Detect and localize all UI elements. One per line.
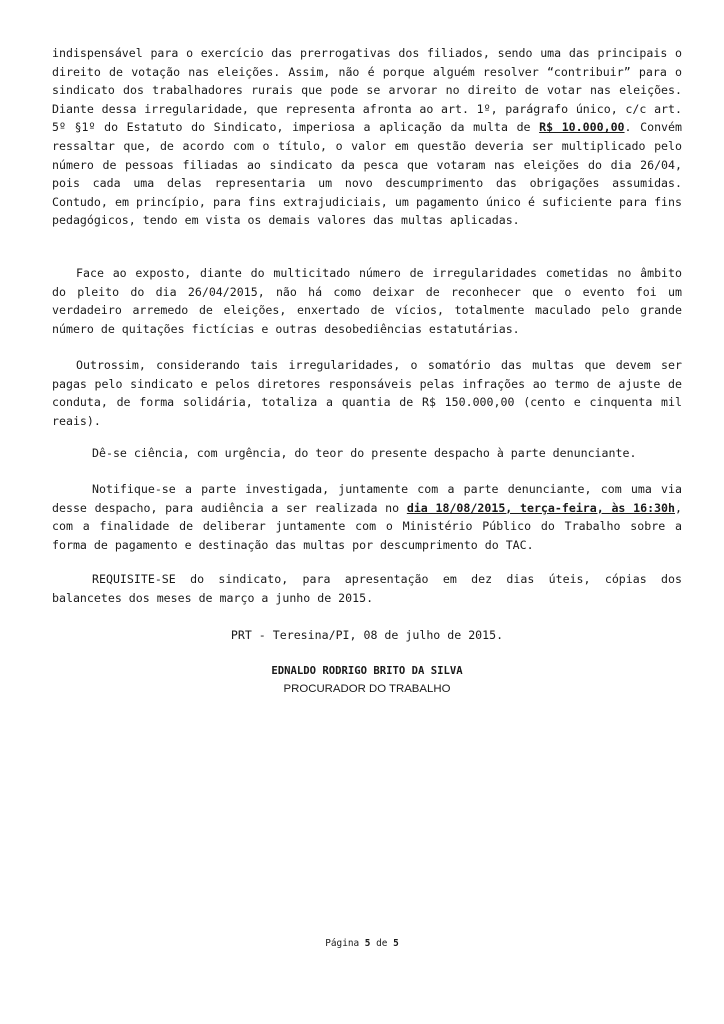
paragraph-conclusion: Face ao exposto, diante do multicitado número de irregularidades cometidas no âmbito do pleito do dia 26/04/2015, não há como deixar de reconhecer que o evento foi um verdadeiro arremedo de eleições, enxertado de vícios, totalmente maculado pelo grande número de quitações fictícias e outras desobediências estatutárias. (52, 266, 682, 336)
paragraph-notice: Dê-se ciência, com urgência, do teor do presente despacho à parte denunciante. (92, 446, 637, 460)
page-footer (0, 938, 724, 949)
paragraph-hearing (52, 480, 682, 554)
paragraph-text: . Convém ressaltar que, de acordo com o título, o valor em questão deveria ser multiplicado pelo número de pessoas filiadas ao sindicato da pesca que votaram nas eleições do dia 26/04, pois cada uma delas representaria um novo descumprimento das obrigações assumidas. Contudo, em princípio, para fins extrajudiciais, um pagamento único é suficiente para fins pedagógicos, tendo em vista os demais valores das multas aplicadas. (52, 120, 682, 228)
hearing-date: dia 18/08/2015, terça-feira, às 16:30h (406, 500, 676, 515)
paragraph-text: Notifique-se a parte investigada, juntamente com a parte denunciante, com uma via desse despacho, para audiência a ser realizada no (52, 482, 682, 515)
page-total: 5 (393, 938, 399, 949)
paragraph-total-fines: Outrossim, considerando tais irregularidades, o somatório das multas que devem ser pagas pelo sindicato e pelos diretores responsáveis pelas infrações ao termo de ajuste de conduta, de forma solidária, totaliza a quantia de R$ 150.000,00 (cento e cinquenta mil reais). (52, 358, 682, 428)
fine-amount: R$ 10.000,00 (539, 120, 625, 135)
paragraph-text: , com a finalidade de deliberar juntamente com o Ministério Público do Trabalho sobre a forma de pagamento e destinação das multas por descumprimento do TAC. (52, 500, 682, 552)
place-date: PRT - Teresina/PI, 08 de julho de 2015. (230, 628, 504, 642)
signatory-title: PROCURADOR DO TRABALHO (283, 683, 451, 695)
page-of: de (376, 938, 388, 949)
page-label: Página (325, 938, 360, 949)
paragraph-requisition: REQUISITE-SE do sindicato, para apresentação em dez dias úteis, cópias dos balancetes dos meses de março a junho de 2015. (52, 572, 682, 605)
signatory-name: EDNALDO RODRIGO BRITO DA SILVA (271, 665, 463, 677)
paragraph-fines-voting (52, 44, 682, 230)
page-current: 5 (364, 938, 371, 949)
paragraph-text: indispensável para o exercício das prerrogativas dos filiados, sendo uma das principais o direito de votação nas eleições. Assim, não é porque alguém resolver “contribuir” para o sindicato dos trabalhadores rurais que pode se arvorar no direito de votar nas eleições. Diante dessa irregularidade, que representa afronta ao art. 1º, parágrafo único, c/c art. 5º §1º do Estatuto do Sindicato, imperiosa a aplicação da multa de (52, 46, 682, 135)
